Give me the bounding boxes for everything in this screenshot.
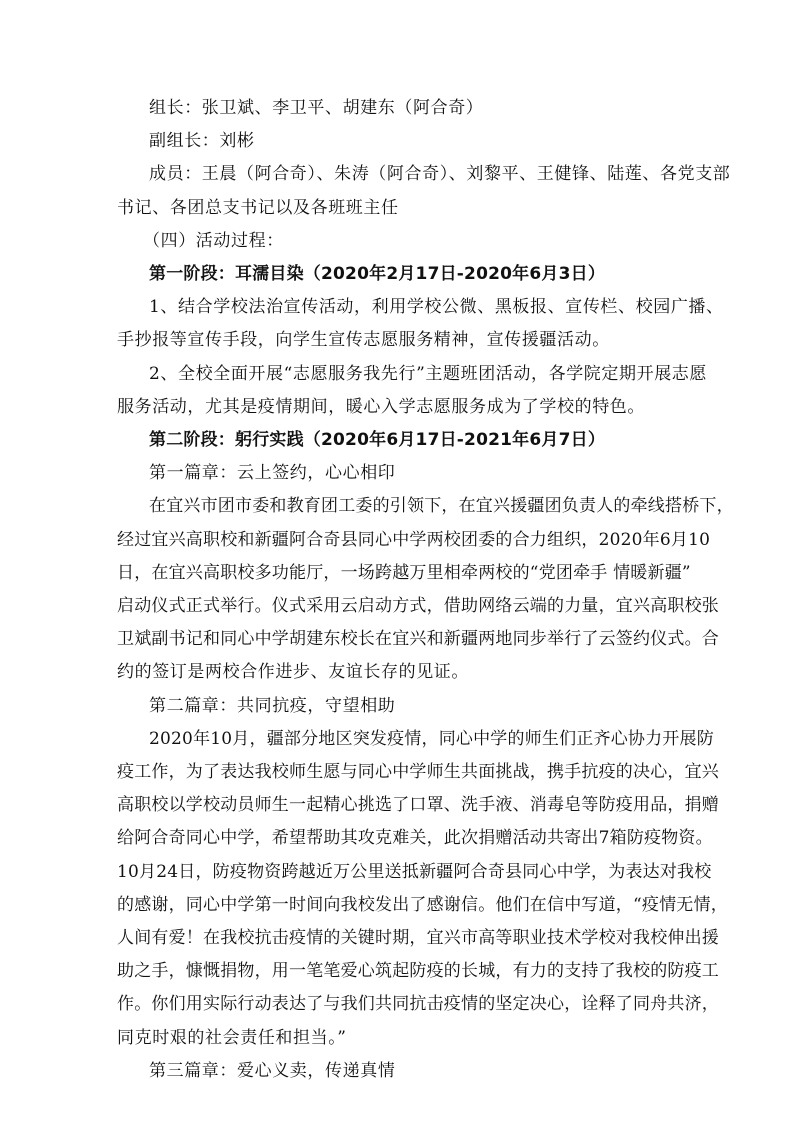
text-line: 1、结合学校法治宣传活动，利用学校公微、黑板报、宣传栏、校园广播、 <box>149 297 724 318</box>
text-line: 约的签订是两校合作进步、友谊长存的见证。 <box>117 662 469 683</box>
text-line: 日，在宜兴高职校多功能厅，一场跨越万里相牵两校的“党团牵手 情暖新疆” <box>117 562 691 583</box>
stage-heading: 第二阶段：躬行实践（2020年6月17日-2021年6月7日） <box>149 430 606 451</box>
text-line: 副组长：刘彬 <box>149 131 255 152</box>
chapter-heading: 第一篇章：云上签约，心心相印 <box>149 463 396 484</box>
text-line: 在宜兴市团市委和教育团工委的引领下，在宜兴援疆团负责人的牵线搭桥下， <box>149 496 734 517</box>
text-line: 作。你们用实际行动表达了与我们共同抗击疫情的坚定决心，诠释了同舟共济， <box>117 994 719 1015</box>
text-line: 服务活动，尤其是疫情期间，暖心入学志愿服务成为了学校的特色。 <box>117 396 645 417</box>
chapter-heading: 第三篇章：爱心义卖，传递真情 <box>149 1060 396 1081</box>
text-line: 同克时艰的社会责任和担当。” <box>117 1027 347 1048</box>
text-line: 2、全校全面开展“志愿服务我先行”主题班团活动，各学院定期开展志愿 <box>149 363 707 384</box>
text-line: 助之手，慷慨捐物，用一笔笔爱心筑起防疫的长城，有力的支持了我校的防疫工 <box>117 961 719 982</box>
text-line: 组长：张卫斌、李卫平、胡建东（阿合奇） <box>149 98 484 118</box>
text-line: 的感谢，同心中学第一时间向我校发出了感谢信。他们在信中写道，“疫情无情， <box>117 894 728 915</box>
text-line: 经过宜兴高职校和新疆阿合奇县同心中学两校团委的合力组织，2020年6月10 <box>117 529 711 550</box>
text-line: 卫斌副书记和同心中学胡建东校长在宜兴和新疆两地同步举行了云签约仪式。合 <box>117 629 719 650</box>
document-body <box>117 92 734 1088</box>
text-line: 2020年10月，疆部分地区突发疫情，同心中学的师生们正齐心协力开展防 <box>149 728 714 749</box>
text-line: 10月24日，防疫物资跨越近万公里送抵新疆阿合奇县同心中学，为表达对我校 <box>117 861 712 882</box>
text-line: 书记、各团总支书记以及各班班主任 <box>117 197 399 218</box>
text-line: 高职校以学校动员师生一起精心挑选了口罩、洗手液、消毒皂等防疫用品，捐赠 <box>117 795 719 816</box>
text-line: 疫工作，为了表达我校师生愿与同心中学师生共面挑战，携手抗疫的决心，宜兴 <box>117 762 719 783</box>
text-line: 给阿合奇同心中学，希望帮助其攻克难关，此次捐赠活动共寄出7箱防疫物资。 <box>117 828 713 849</box>
chapter-heading: 第二篇章：共同抗疫，守望相助 <box>149 695 396 716</box>
stage-heading: 第一阶段：耳濡目染（2020年2月17日-2020年6月3日） <box>149 264 606 285</box>
text-line: 启动仪式正式举行。仪式采用云启动方式，借助网络云端的力量，宜兴高职校张 <box>117 596 719 617</box>
section-heading: （四）活动过程： <box>143 230 284 251</box>
text-line: 手抄报等宣传手段，向学生宣传志愿服务精神，宣传援疆活动。 <box>117 330 610 351</box>
text-line: 成员：王晨（阿合奇）、朱涛（阿合奇）、刘黎平、王健锋、陆莲、各党支部 <box>149 164 731 185</box>
text-line: 人间有爱！在我校抗击疫情的关键时期，宜兴市高等职业技术学校对我校伸出援 <box>117 928 719 949</box>
